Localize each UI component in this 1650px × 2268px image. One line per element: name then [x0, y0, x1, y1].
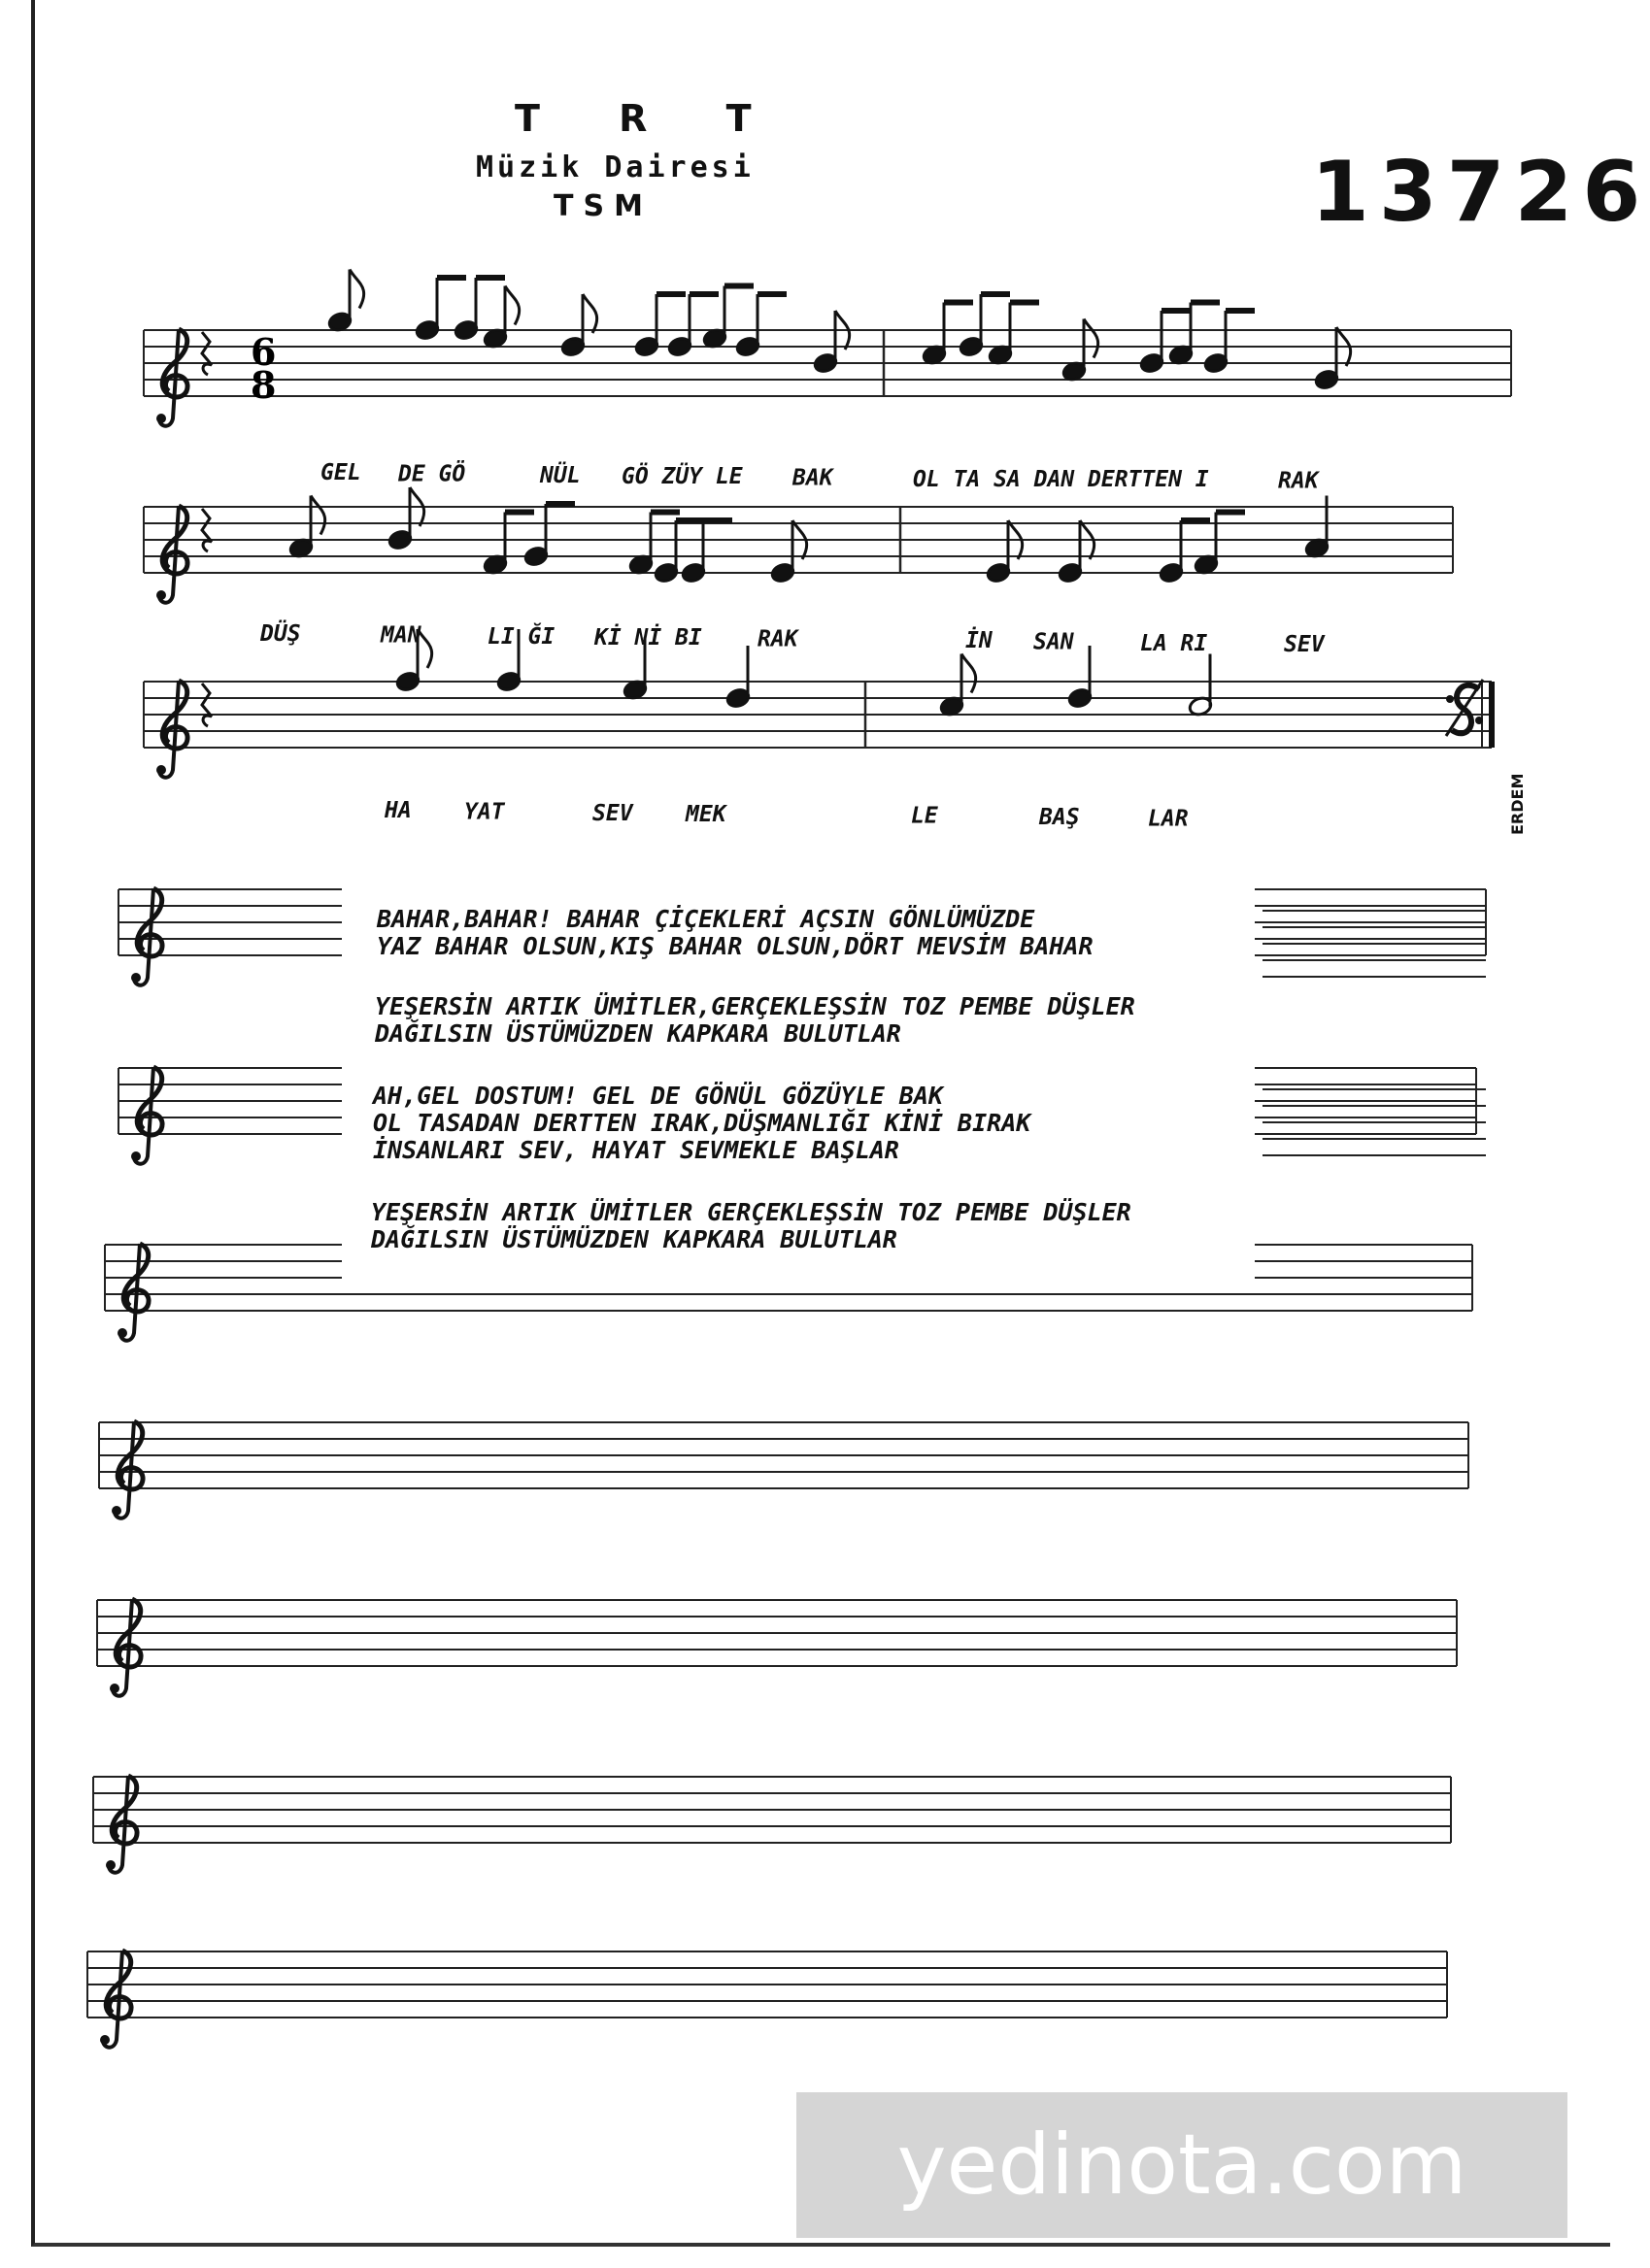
- music-note: [988, 303, 1039, 366]
- lyric-syllable: MEK: [686, 802, 726, 828]
- lyric-syllable: GEL: [320, 460, 361, 485]
- music-note: [1203, 311, 1255, 374]
- lyric-syllable: BAŞ: [1039, 805, 1080, 830]
- lyric-syllable: SAN: [1033, 629, 1074, 655]
- treble-clef-icon: [131, 888, 162, 985]
- document-number: 13726: [1311, 144, 1650, 241]
- lyric-syllable: GÖ ZÜY LE: [622, 464, 743, 490]
- treble-clef-icon: [110, 1599, 141, 1696]
- lyric-syllable: RAK: [758, 626, 798, 652]
- staff: [144, 681, 1492, 778]
- lyric-syllable: YAT: [464, 799, 505, 825]
- watermark-text: yedinota.com: [896, 2117, 1467, 2214]
- music-note: [1058, 520, 1094, 584]
- music-note: [681, 520, 732, 584]
- treble-clef-icon: [112, 1421, 143, 1518]
- lyrics-verses-box: [342, 885, 1255, 1282]
- music-note: [483, 286, 520, 350]
- stamp-trt: T R T: [515, 97, 785, 140]
- watermark: [796, 2092, 1567, 2238]
- music-note: [1314, 327, 1351, 390]
- music-note: [560, 294, 597, 357]
- lyric-syllable: DÜŞ: [260, 621, 301, 647]
- lyric-syllable: LA RI: [1140, 630, 1208, 656]
- lyric-syllable: LE: [911, 803, 938, 829]
- music-note: [1188, 654, 1213, 717]
- verse-line: DAĞILSIN ÜSTÜMÜZDEN KAPKARA BULUTLAR: [371, 1225, 897, 1253]
- lyric-syllable: LI ĞI: [488, 623, 556, 650]
- stamp-department: Müzik Dairesi: [476, 150, 755, 184]
- stamp-tsm: TSM: [554, 189, 653, 223]
- staff: [144, 506, 1453, 603]
- verse-line: AH,GEL DOSTUM! GEL DE GÖNÜL GÖZÜYLE BAK: [373, 1082, 943, 1110]
- treble-clef-icon: [118, 1244, 149, 1341]
- verse-line: DAĞILSIN ÜSTÜMÜZDEN KAPKARA BULUTLAR: [375, 1019, 901, 1048]
- signature-text: ERDEM: [1508, 773, 1527, 835]
- treble-clef-icon: [156, 329, 187, 426]
- verse-line: BAHAR,BAHAR! BAHAR ÇİÇEKLERİ AÇSIN GÖNLÜMÜZDE: [377, 905, 1035, 933]
- key-signature-icon: [202, 332, 212, 375]
- note-flag: [1084, 319, 1098, 358]
- segno-icon: [1446, 680, 1483, 736]
- note-flag: [350, 270, 364, 309]
- key-signature-icon: [202, 684, 212, 726]
- lyrics: [259, 459, 1326, 831]
- treble-clef-icon: [156, 506, 187, 603]
- time-signature-bottom: 8: [251, 363, 277, 407]
- music-note: [1061, 319, 1098, 383]
- lyric-syllable: SEV: [592, 800, 633, 826]
- treble-clef-icon: [131, 1067, 162, 1164]
- note-flag: [505, 286, 520, 325]
- lyric-syllable: BAK: [792, 465, 833, 491]
- note-flag: [311, 496, 325, 535]
- lyric-syllable: RAK: [1278, 468, 1319, 494]
- staff: [93, 1776, 1451, 1873]
- music-note: [813, 311, 850, 374]
- music-note: [667, 294, 719, 357]
- key-signature-icon: [202, 509, 212, 551]
- treble-clef-icon: [100, 1951, 131, 2048]
- verse-line: OL TASADAN DERTTEN IRAK,DÜŞMANLIĞI KİNİ BIRAK: [373, 1109, 1031, 1137]
- music-note: [288, 496, 325, 559]
- treble-clef-icon: [106, 1776, 137, 1873]
- verse-line: YEŞERSİN ARTIK ÜMİTLER GERÇEKLEŞSİN TOZ PEMBE DÜŞLER: [371, 1198, 1131, 1226]
- music-note: [735, 294, 787, 357]
- music-note: [770, 520, 807, 584]
- music-note: [1159, 520, 1210, 584]
- music-note: [327, 270, 364, 333]
- lyric-syllable: Kİ Nİ BI: [594, 625, 702, 651]
- note-flag: [961, 654, 976, 693]
- lyric-syllable: HA: [385, 798, 412, 823]
- staff: [99, 1421, 1468, 1518]
- music-note: [725, 646, 751, 709]
- treble-clef-icon: [156, 681, 187, 778]
- music-note: [1139, 311, 1191, 374]
- music-note: [986, 520, 1023, 584]
- staff: [144, 329, 1511, 426]
- lyric-syllable: MAN: [381, 622, 421, 649]
- composer-signature: [1496, 733, 1534, 840]
- music-note: [387, 487, 424, 550]
- time-signature-top: 6: [251, 330, 277, 374]
- music-note: [1304, 496, 1330, 559]
- lyric-syllable: LAR: [1148, 806, 1189, 832]
- lyric-syllable: İN: [965, 628, 993, 653]
- lyric-syllable: OL TA SA DAN DERTTEN I: [913, 467, 1209, 492]
- verse-line: İNSANLARI SEV, HAYAT SEVMEKLE BAŞLAR: [373, 1136, 899, 1164]
- staff: [87, 1951, 1447, 2048]
- music-note: [922, 303, 973, 366]
- verse-line: YEŞERSİN ARTIK ÜMİTLER,GERÇEKLEŞSİN TOZ PEMBE DÜŞLER: [375, 992, 1135, 1020]
- music-note: [1067, 646, 1093, 709]
- music-note: [939, 654, 976, 717]
- lyric-syllable: DE GÖ: [398, 461, 466, 487]
- lyric-syllable: NÜL: [540, 462, 581, 488]
- lyric-syllable: SEV: [1284, 632, 1325, 658]
- music-note: [483, 513, 534, 576]
- staff: [97, 1599, 1457, 1696]
- verse-line: YAZ BAHAR OLSUN,KIŞ BAHAR OLSUN,DÖRT MEVSİM BAHAR: [377, 932, 1094, 960]
- note-flag: [583, 294, 597, 333]
